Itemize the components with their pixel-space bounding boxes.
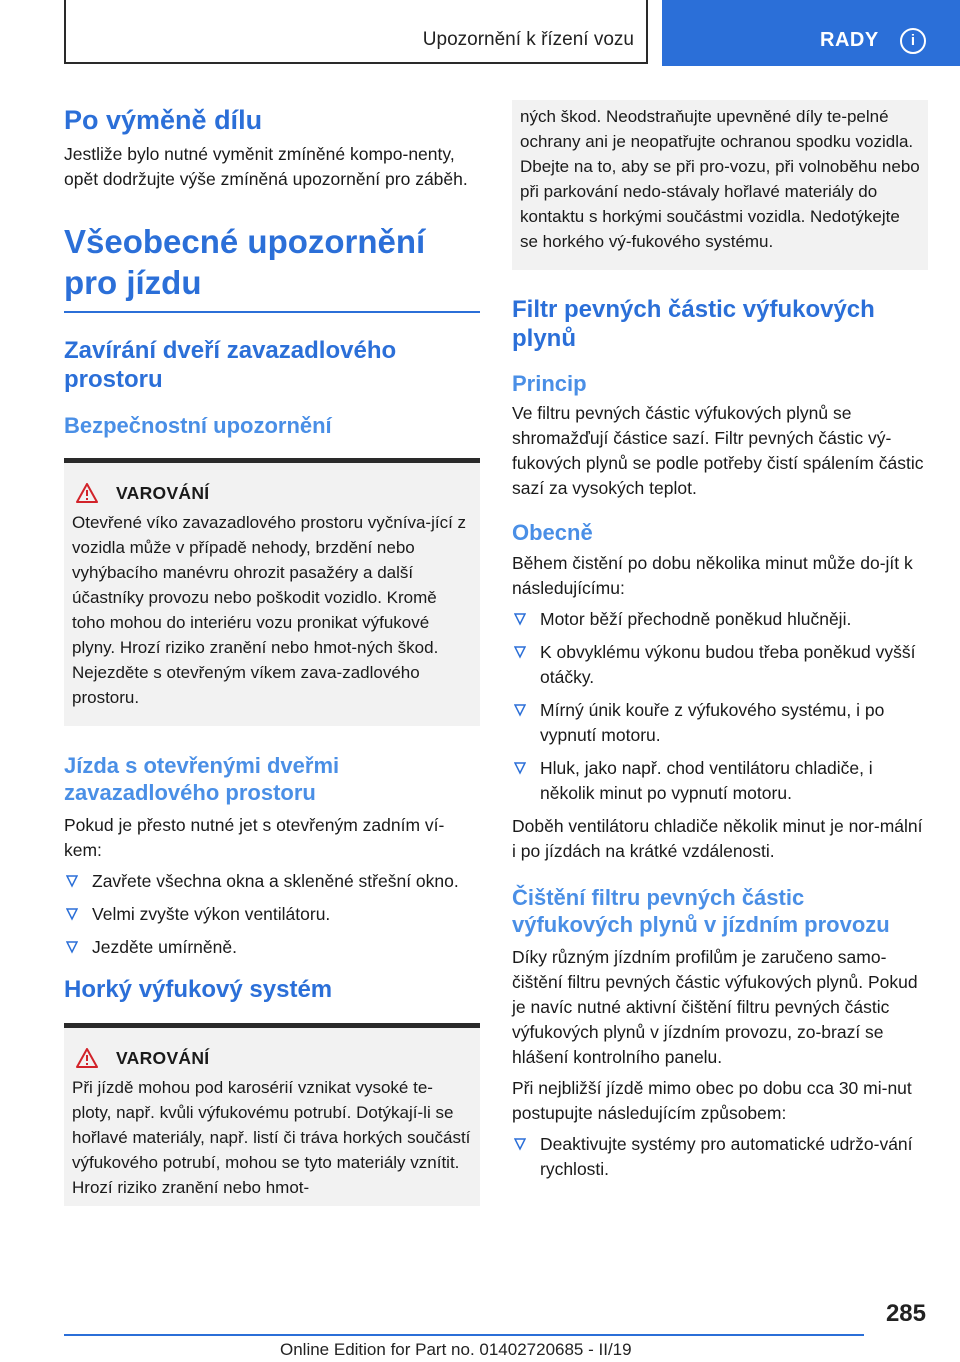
- section-tab: [662, 0, 960, 66]
- warning-box-exhaust: [64, 1023, 480, 1206]
- cleaning-list: [512, 1132, 928, 1182]
- warning-text: Otevřené víko zavazadlového prostoru vyčníva-jící z vozidla může v případě nehody, brzdění nebo vyhýbacího manévru ohrozit pasažéry a další účastníky provozu nebo poškodit vozidlo. Kromě toho mohou do interiéru vozu pronikat výfukové plyny. Hrozí riziko zranění nebo hmot-ných škod. Nejezděte s otevřeným víkem zava-zadlového prostoru.: [72, 512, 467, 707]
- section-label: RADY: [820, 29, 879, 51]
- footer-divider: [64, 1334, 864, 1336]
- general-text: Během čistění po dobu několika minut může do-jít k následujícímu:: [512, 552, 913, 598]
- triangle-bullet-icon: [514, 645, 526, 659]
- list-item: Jezděte umírněně.: [64, 935, 480, 960]
- cleaning-heading: Čištění filtru pevných částic výfukových plynů v jízdním provozu: [512, 884, 890, 938]
- after-replace-heading: Po výměně dílu: [64, 105, 263, 135]
- list-item: Mírný únik kouře z výfukového systému, i po vypnutí motoru.: [512, 698, 928, 748]
- warning-text: Při jízdě mohou pod karosérií vznikat vysoké te-ploty, např. kvůli výfukovému potrubí. Dotýkají-li se hořlavé materiály, např. listí či tráva horkých součástí výfukového potrubí, mohou se tyto materiály vznítit. Hrozí riziko zranění nebo hmot-: [72, 1077, 471, 1197]
- left-column: [64, 100, 480, 1206]
- chapter-tab: [64, 0, 648, 64]
- general-heading: Obecně: [512, 520, 593, 546]
- triangle-bullet-icon: [66, 874, 78, 888]
- warning-title: [72, 483, 472, 504]
- hot-exhaust-heading: Horký výfukový systém: [64, 975, 333, 1003]
- after-replace-text: Jestliže bylo nutné vyměnit zmíněné kompo-nenty, opět dodržujte výše zmíněná upozornění pro záběh.: [64, 144, 468, 190]
- safety-heading: Bezpečnostní upozornění: [64, 413, 332, 439]
- general-after-text: Doběh ventilátoru chladiče několik minut je nor-mální i po jízdách na krátké vzdálenosti.: [512, 815, 923, 861]
- list-item: Hluk, jako např. chod ventilátoru chladiče, i několik minut po vypnutí motoru.: [512, 756, 928, 806]
- general-driving-heading: Všeobecné upozornění pro jízdu: [64, 222, 480, 313]
- triangle-bullet-icon: [514, 612, 526, 626]
- warning-triangle-icon: [76, 483, 98, 503]
- cleaning-text-1: Díky různým jízdním profilům je zaručeno samo-čištění filtru pevných částic výfukových plynů. Pokud je navíc nutné aktivní čištění filtru pevných částic výfukových plynů v jízdním provozu, zo-brazí se hlášení kontrolního panelu.: [512, 946, 918, 1067]
- driving-open-text: Pokud je přesto nutné jet s otevřeným zadním ví-kem:: [64, 814, 445, 860]
- triangle-bullet-icon: [514, 703, 526, 717]
- warning-box-continued: [512, 100, 928, 270]
- edition-text: Online Edition for Part no. 01402720685 - II/19: [280, 1340, 632, 1359]
- list-item: Zavřete všechna okna a skleněné střešní okno.: [64, 869, 480, 894]
- driving-open-list: [64, 869, 480, 960]
- chapter-title: Upozornění k řízení vozu: [422, 29, 634, 50]
- trunk-heading: Zavírání dveří zavazadlového prostoru: [64, 336, 397, 393]
- warning-continued-text: ných škod. Neodstraňujte upevněné díly te-pelné ochrany ani je neopatřujte ochranou spodku vozidla. Dbejte na to, aby se při pro-vozu, při volnoběhu nebo při parkování nedo-stávaly hořlavé materiály do kontaktu s horkými součástmi vozidla. Nedotýkejte se horkého vý-fukového systému.: [520, 107, 920, 251]
- right-column: [512, 100, 928, 1190]
- list-item: K obvyklému výkonu budou třeba poněkud vyšší otáčky.: [512, 640, 928, 690]
- principle-text: Ve filtru pevných částic výfukových plynů se shromažďují částice sazí. Filtr pevných částic vý-fukových plynů se podle potřeby čistí spálením částic sazí za vysokých teplot.: [512, 403, 924, 499]
- cleaning-text-2: Při nejbližší jízdě mimo obec po dobu cca 30 mi-nut postupujte následujícím způsobem:: [512, 1077, 912, 1123]
- filter-heading: Filtr pevných částic výfukových plynů: [512, 296, 875, 352]
- warning-box-trunk: [64, 458, 480, 726]
- list-item: Motor běží přechodně poněkud hlučněji.: [512, 607, 928, 632]
- warning-title: [72, 1048, 472, 1069]
- warning-title-text: VAROVÁNÍ: [116, 1047, 210, 1068]
- warning-triangle-icon: [76, 1048, 98, 1068]
- page-header: [0, 0, 960, 66]
- triangle-bullet-icon: [514, 1137, 526, 1151]
- list-item: Deaktivujte systémy pro automatické udržo-vání rychlosti.: [512, 1132, 928, 1182]
- triangle-bullet-icon: [514, 761, 526, 775]
- triangle-bullet-icon: [66, 940, 78, 954]
- page-number: 285: [885, 1300, 926, 1327]
- general-list: [512, 607, 928, 806]
- info-icon: i: [900, 28, 926, 54]
- warning-title-text: VAROVÁNÍ: [116, 482, 210, 503]
- driving-open-heading: Jízda s otevřenými dveřmi zavazadlového prostoru: [64, 752, 340, 806]
- principle-heading: Princip: [512, 370, 587, 396]
- list-item: Velmi zvyšte výkon ventilátoru.: [64, 902, 480, 927]
- triangle-bullet-icon: [66, 907, 78, 921]
